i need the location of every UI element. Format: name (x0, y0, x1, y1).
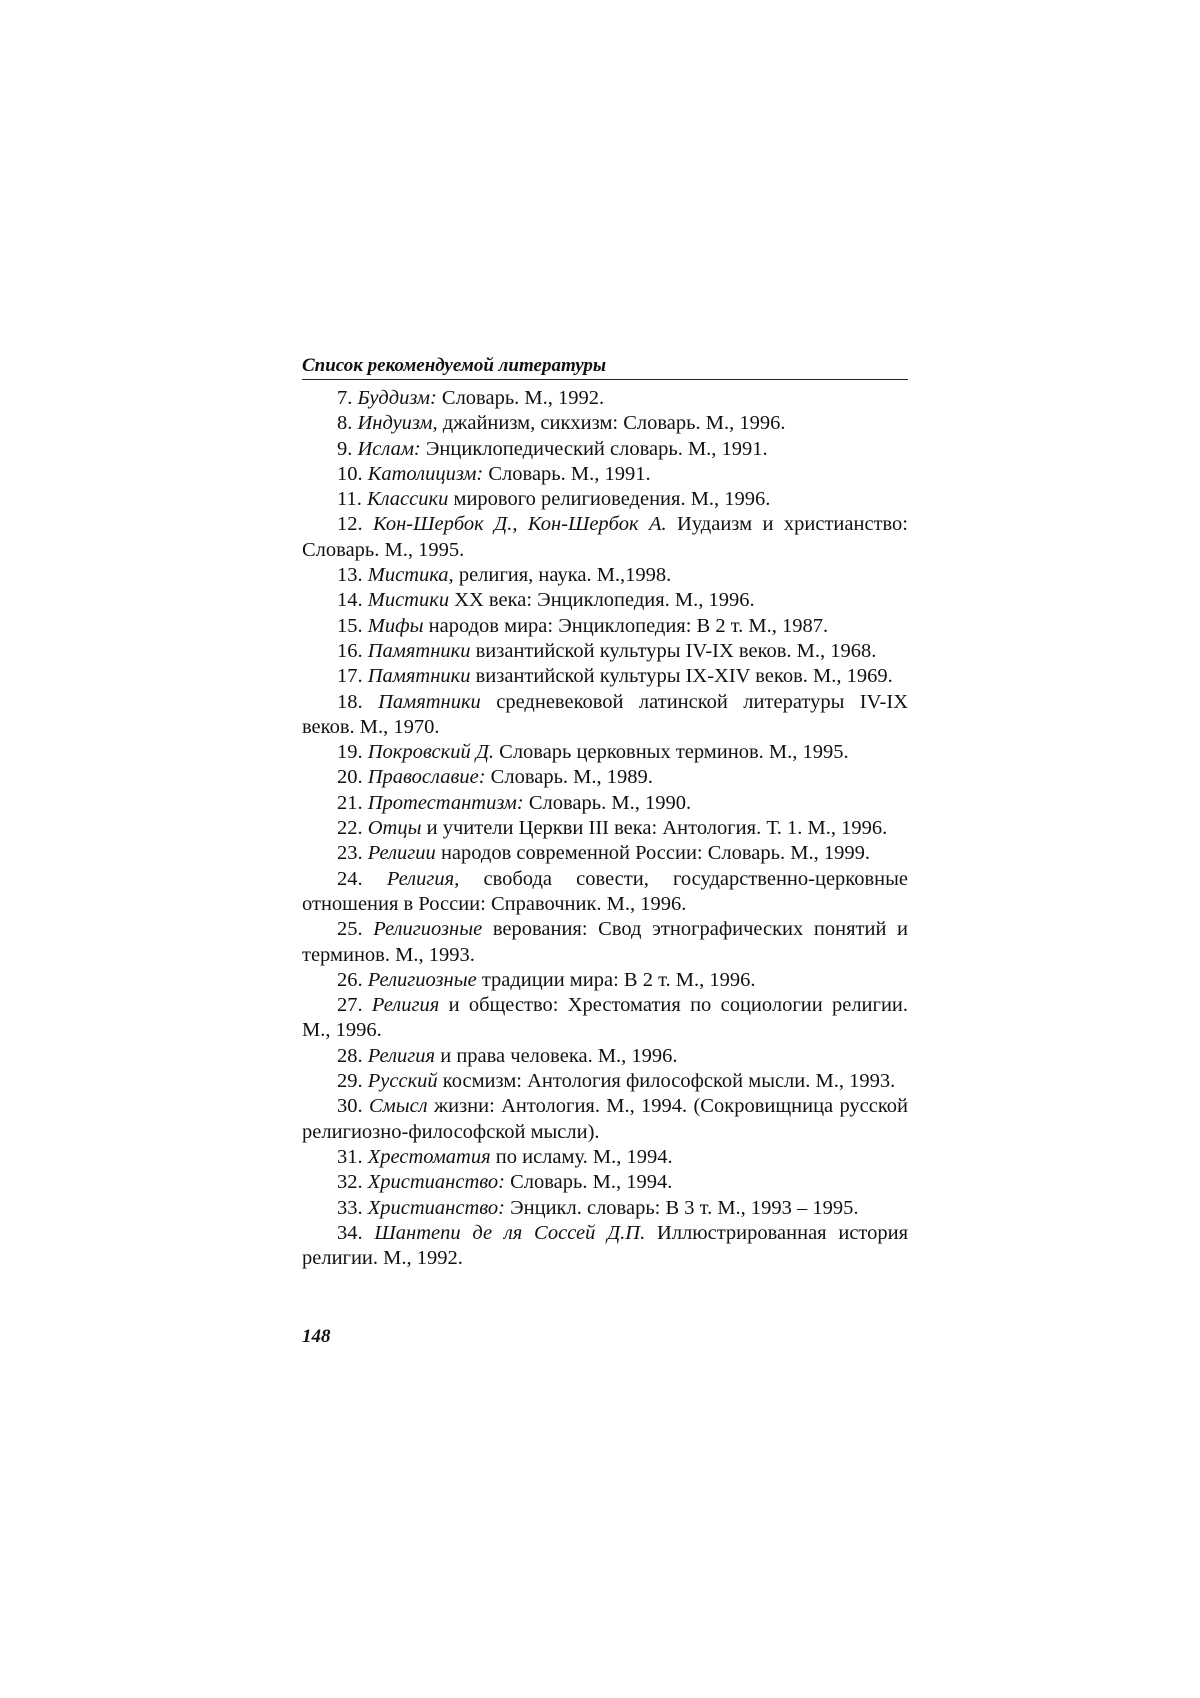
page-number: 148 (302, 1326, 331, 1347)
entry-number: 9. (337, 437, 353, 460)
entry-italic-title: Христианство: (367, 1196, 505, 1219)
bibliography-entry (302, 917, 908, 968)
bibliography-entry (302, 588, 908, 613)
entry-number: 22. (337, 817, 363, 840)
bibliography-entry (302, 462, 908, 487)
entry-italic-title: Религиозные (367, 968, 477, 991)
bibliography-list (302, 386, 908, 1271)
bibliography-entry (302, 639, 908, 664)
bibliography-entry (302, 791, 908, 816)
entry-italic-title: Памятники (367, 665, 471, 688)
entry-text: свобода совести, государственно-церковные отношения в России: Справочник. М., 1996. (302, 867, 908, 915)
entry-text: XX века: Энциклопедия. М., 1996. (454, 589, 755, 612)
bibliography-entry (302, 563, 908, 588)
bibliography-entry (302, 765, 908, 790)
entry-italic-title: Религия (371, 994, 440, 1017)
bibliography-entry (302, 664, 908, 689)
entry-italic-title: Отцы (367, 817, 422, 840)
entry-number: 29. (337, 1070, 363, 1093)
entry-number: 27. (337, 994, 363, 1017)
bibliography-entry (302, 841, 908, 866)
bibliography-entry (302, 1221, 908, 1272)
bibliography-entry (302, 993, 908, 1044)
entry-text: Иудаизм и христианство: Словарь. М., 1995. (302, 513, 909, 561)
bibliography-entry (302, 1145, 908, 1170)
bibliography-entry (302, 386, 908, 411)
bibliography-entry (302, 816, 908, 841)
entry-number: 7. (337, 387, 353, 409)
bibliography-entry (302, 411, 908, 436)
entry-text: и права человека. М., 1996. (440, 1044, 678, 1067)
entry-italic-title: Классики (367, 488, 449, 511)
entry-text: Словарь. М., 1989. (490, 766, 653, 789)
entry-number: 11. (337, 488, 362, 511)
entry-number: 32. (337, 1171, 363, 1194)
entry-text: Словарь. М., 1992. (441, 387, 605, 409)
entry-number: 23. (337, 842, 363, 865)
entry-italic-title: Католицизм: (367, 462, 484, 485)
entry-italic-title: Смысл (368, 1095, 428, 1118)
bibliography-entry (302, 1196, 908, 1221)
entry-italic-title: Хрестоматия (367, 1145, 491, 1168)
entry-number: 34. (337, 1221, 363, 1244)
entry-number: 31. (337, 1145, 363, 1168)
entry-italic-title: Христианство: (367, 1171, 505, 1194)
entry-number: 33. (337, 1196, 363, 1219)
bibliography-entry (302, 1170, 908, 1195)
page-body (302, 354, 908, 1271)
entry-italic-title: Памятники (378, 690, 481, 713)
entry-text: по исламу. М., 1994. (495, 1145, 673, 1168)
bibliography-entry (302, 614, 908, 639)
entry-number: 8. (337, 412, 353, 435)
entry-text: космизм: Антология философской мысли. М., 1993. (442, 1070, 896, 1093)
entry-text: Словарь церковных терминов. М., 1995. (499, 741, 849, 764)
bibliography-entry (302, 1094, 908, 1145)
bibliography-entry (302, 487, 908, 512)
bibliography-entry (302, 437, 908, 462)
entry-text: и учители Церкви III века: Антология. Т. 1. М., 1996. (426, 817, 888, 840)
bibliography-entry (302, 740, 908, 765)
entry-text: джайнизм, сикхизм: Словарь. М., 1996. (442, 412, 786, 435)
entry-italic-title: Религии (367, 842, 436, 865)
entry-italic-title: Буддизм: (357, 387, 437, 409)
bibliography-entry (302, 512, 908, 563)
entry-italic-title: Кон-Шербок Д., Кон-Шербок А. (373, 513, 667, 536)
entry-italic-title: Религия, (386, 867, 460, 890)
entry-italic-title: Памятники (367, 639, 471, 662)
entry-italic-title: Религиозные (373, 918, 483, 941)
entry-text: средневековой латинской литературы IV-IX веков. М., 1970. (302, 690, 908, 738)
entry-italic-title: Протестантизм: (367, 791, 524, 814)
entry-italic-title: Ислам: (357, 437, 421, 460)
bibliography-entry (302, 1069, 908, 1094)
entry-number: 20. (337, 766, 363, 789)
entry-number: 10. (337, 462, 363, 485)
bibliography-entry (302, 690, 908, 741)
entry-italic-title: Шантепи де ля Соссей Д.П. (374, 1221, 646, 1244)
entry-number: 25. (337, 918, 363, 941)
bibliography-entry (302, 867, 908, 918)
entry-italic-title: Покровский Д. (367, 741, 495, 764)
entry-text: Энцикл. словарь: В 3 т. М., 1993 – 1995. (510, 1196, 859, 1219)
entry-italic-title: Русский (367, 1070, 438, 1093)
entry-number: 19. (337, 741, 363, 764)
entry-italic-title: Мифы (367, 614, 424, 637)
entry-italic-title: Мистики (367, 589, 450, 612)
entry-number: 17. (337, 665, 363, 688)
entry-text: Энциклопедический словарь. М., 1991. (425, 437, 768, 460)
entry-italic-title: Православие: (367, 766, 486, 789)
entry-text: Иллюстрированная история религии. М., 1992. (302, 1221, 909, 1270)
entry-italic-title: Религия (367, 1044, 436, 1067)
entry-number: 14. (337, 589, 363, 612)
entry-text: традиции мира: В 2 т. М., 1996. (481, 968, 756, 991)
entry-number: 15. (337, 614, 363, 637)
entry-number: 16. (337, 639, 363, 662)
entry-text: мирового религиоведения. М., 1996. (453, 488, 771, 511)
entry-text: византийской культуры IV-IX веков. М., 1968. (475, 639, 877, 662)
running-header: Список рекомендуемой литературы (302, 354, 908, 380)
entry-text: верования: Свод этнографических понятий и терминов. М., 1993. (302, 918, 909, 966)
entry-italic-title: Индуизм, (357, 412, 438, 435)
entry-number: 18. (337, 690, 363, 713)
entry-number: 24. (337, 867, 363, 890)
entry-text: и общество: Хрестоматия по социологии религии. М., 1996. (302, 994, 909, 1042)
entry-number: 12. (337, 513, 363, 536)
entry-number: 26. (337, 968, 363, 991)
bibliography-entry (302, 968, 908, 993)
entry-text: византийской культуры IX-XIV веков. М., 1969. (475, 665, 893, 688)
entry-number: 13. (337, 564, 363, 587)
entry-text: религия, наука. М.,1998. (458, 564, 672, 587)
entry-number: 28. (337, 1044, 363, 1067)
entry-text: народов мира: Энциклопедия: В 2 т. М., 1987. (428, 614, 829, 637)
entry-text: Словарь. М., 1990. (528, 791, 692, 814)
entry-text: жизни: Антология. М., 1994. (Сокровищница русской религиозно-философской мысли). (302, 1095, 909, 1143)
entry-text: Словарь. М., 1994. (510, 1171, 673, 1194)
bibliography-entry (302, 1044, 908, 1069)
entry-text: Словарь. М., 1991. (488, 462, 651, 485)
entry-text: народов современной России: Словарь. М., 1999. (440, 842, 870, 865)
entry-number: 21. (337, 791, 363, 814)
entry-number: 30. (337, 1095, 363, 1118)
entry-italic-title: Мистика, (367, 564, 454, 587)
